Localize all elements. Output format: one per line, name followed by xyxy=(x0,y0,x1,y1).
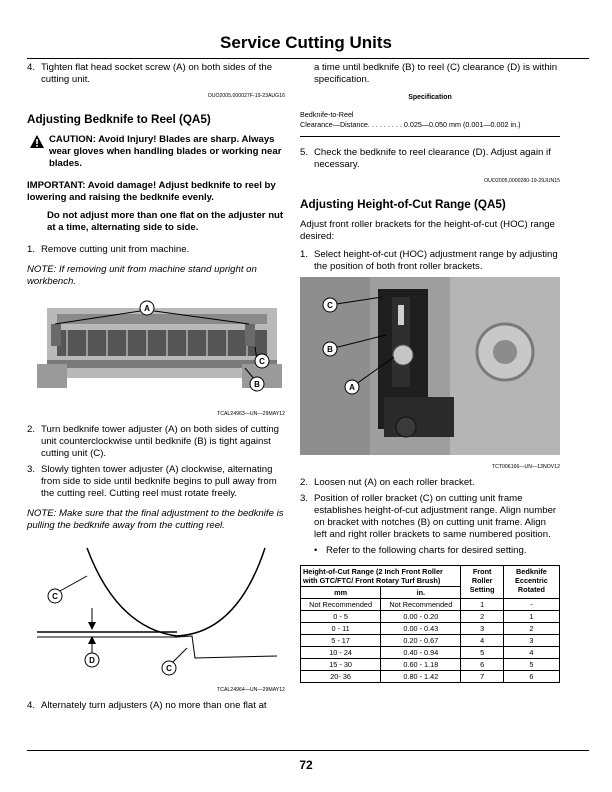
callout-c-top: C xyxy=(52,592,58,601)
roller-bracket-photo xyxy=(300,277,560,455)
step-5 xyxy=(300,147,560,171)
table-row xyxy=(301,623,560,635)
header-bedknife-eccentric: Bedknife Eccentric Rotated xyxy=(503,566,559,599)
step-4 xyxy=(27,62,285,86)
cell-mm: 15 - 30 xyxy=(301,659,381,671)
step-2 xyxy=(27,424,285,460)
step-text: Select height-of-cut (HOC) adjustment range by adjusting the position of both front roller brackets. xyxy=(314,249,558,272)
callout-a: A xyxy=(349,383,355,392)
important-text-1: IMPORTANT: Avoid damage! Adjust bedknife to reel by lowering and raising the bedknife evenly. xyxy=(27,180,276,203)
section-heading-bedknife: Adjusting Bedknife to Reel (QA5) xyxy=(27,113,211,126)
step-text: Tighten flat head socket screw (A) on both sides of the cutting unit. xyxy=(41,62,273,85)
note-remove-unit: NOTE: If removing unit from machine stand upright on workbench. xyxy=(27,264,257,287)
step-text: Turn bedknife tower adjuster (A) on both sides of cutting unit counterclockwise until bedknife (B) is tight against cutting unit (C). xyxy=(41,424,280,459)
figure-reel-clearance xyxy=(27,538,285,696)
hoc-settings-table xyxy=(300,565,560,683)
cell-mm: 5 - 17 xyxy=(301,635,381,647)
cell-bed: 5 xyxy=(503,659,559,671)
step-text: Remove cutting unit from machine. xyxy=(41,244,190,255)
figure-bedknife-tower xyxy=(27,294,285,420)
step-4-continued: a time until bedknife (B) to reel (C) clearance (D) is within specification. xyxy=(314,62,558,85)
section-heading-hoc: Adjusting Height-of-Cut Range (QA5) xyxy=(300,198,506,211)
cell-mm: 0 - 11 xyxy=(301,623,381,635)
callout-c-bottom: C xyxy=(166,664,172,673)
step-number: 3. xyxy=(300,493,309,504)
cell-bed: 4 xyxy=(503,647,559,659)
header-front-roller: Front Roller Setting xyxy=(461,566,503,599)
caution-block xyxy=(27,134,285,170)
step-number: 5. xyxy=(300,147,309,158)
cutting-unit-illustration xyxy=(27,294,285,402)
cell-mm: Not Recommended xyxy=(301,599,381,611)
spec-line-2: Clearance—Distance. . . . . . . . . 0.025—0.050 mm (0.001—0.002 in.) xyxy=(300,120,521,129)
cell-front: 5 xyxy=(461,647,503,659)
footer-rule xyxy=(27,750,589,751)
cell-in: 0.80 - 1.42 xyxy=(381,671,461,683)
page-title: Service Cutting Units xyxy=(220,33,392,52)
table-row xyxy=(301,635,560,647)
cell-front: 4 xyxy=(461,635,503,647)
callout-c: C xyxy=(259,357,265,366)
cell-bed: 3 xyxy=(503,635,559,647)
table-row xyxy=(301,659,560,671)
spec-line-1: Bedknife-to-Reel xyxy=(300,110,354,119)
spec-divider xyxy=(300,136,560,137)
figure-reference: TCAL24963—UN—29MAY12 xyxy=(217,411,285,417)
left-column xyxy=(27,62,285,716)
table-row xyxy=(301,611,560,623)
cell-in: Not Recommended xyxy=(381,599,461,611)
cell-front: 2 xyxy=(461,611,503,623)
header-rule xyxy=(27,58,589,59)
callout-a: A xyxy=(144,304,150,313)
header-mm: mm xyxy=(301,587,381,599)
cell-mm: 20- 36 xyxy=(301,671,381,683)
step-text: Slowly tighten tower adjuster (A) clockwise, alternating from side to side until bedknife begins to pull away from the cutting reel. Cutting reel must rotate freely. xyxy=(41,464,277,499)
table-row xyxy=(301,671,560,683)
header-in: in. xyxy=(381,587,461,599)
cell-front: 6 xyxy=(461,659,503,671)
page-number: 72 xyxy=(299,758,313,772)
figure-roller-bracket xyxy=(300,277,560,473)
important-text-2: Do not adjust more than one flat on the adjuster nut at a time, alternating side to side. xyxy=(47,210,284,233)
warning-icon xyxy=(30,135,44,148)
cell-mm: 10 - 24 xyxy=(301,647,381,659)
figure-reference: TCAL24964—UN—29MAY12 xyxy=(217,687,285,693)
cell-bed: 2 xyxy=(503,623,559,635)
step-3-hoc xyxy=(300,493,560,541)
callout-b: B xyxy=(254,380,260,389)
header-hoc-range: Height-of-Cut Range (2 Inch Front Roller with GTC/FTC/ Front Rotary Turf Brush) xyxy=(301,566,461,587)
step-number: 3. xyxy=(27,464,36,475)
reference-code: OUO2005,0000280-19-29JUN15 xyxy=(484,178,560,184)
callout-b: B xyxy=(327,345,333,354)
cell-bed: - xyxy=(503,599,559,611)
step-3 xyxy=(27,464,285,500)
step-2-hoc xyxy=(300,477,560,489)
step-text: Loosen nut (A) on each roller bracket. xyxy=(314,477,475,488)
step-number: 4. xyxy=(27,62,36,73)
specification-title: Specification xyxy=(408,94,452,101)
cell-bed: 6 xyxy=(503,671,559,683)
step-text: Check the bedknife to reel clearance (D). Adjust again if necessary. xyxy=(314,147,551,170)
step-1-hoc xyxy=(300,249,560,273)
callout-c: C xyxy=(327,301,333,310)
figure-reference: TCT006166—UN—13NOV12 xyxy=(491,464,560,470)
cell-in: 0.20 - 0.67 xyxy=(381,635,461,647)
bullet-refer-charts: • Refer to the following charts for desired setting. xyxy=(300,545,560,557)
hoc-intro: Adjust front roller brackets for the height-of-cut (HOC) range desired: xyxy=(300,219,555,242)
cell-mm: 0 - 5 xyxy=(301,611,381,623)
step-number: 2. xyxy=(300,477,309,488)
table-row xyxy=(301,647,560,659)
cell-bed: 1 xyxy=(503,611,559,623)
reel-clearance-illustration xyxy=(27,538,285,678)
cell-front: 7 xyxy=(461,671,503,683)
important-block xyxy=(27,180,285,234)
caution-text: CAUTION: Avoid Injury! Blades are sharp. Always wear gloves when handling blades or working near blades. xyxy=(49,134,282,169)
cell-front: 1 xyxy=(461,599,503,611)
step-number: 1. xyxy=(27,244,36,255)
step-number: 1. xyxy=(300,249,309,260)
note-final-adjustment: NOTE: Make sure that the final adjustment to the bedknife is pulling the bedknife away from the cutting reel. xyxy=(27,508,284,531)
cell-in: 0.60 - 1.18 xyxy=(381,659,461,671)
right-column xyxy=(300,62,560,683)
reference-code: OUO2005,000027F-19-23AUG16 xyxy=(207,93,285,99)
step-number: 2. xyxy=(27,424,36,435)
callout-d: D xyxy=(89,656,95,665)
step-text: Position of roller bracket (C) on cutting unit frame establishes height-of-cut adjustment range. Align number on bracket with notches (B) on cutting unit frame. Align left and right roller brackets to same numbered position. xyxy=(314,493,557,540)
step-4-alternate xyxy=(27,700,285,712)
cell-front: 3 xyxy=(461,623,503,635)
step-number: 4. xyxy=(27,700,36,711)
table-row xyxy=(301,599,560,611)
step-1 xyxy=(27,244,285,256)
step-text: Alternately turn adjusters (A) no more than one flat at xyxy=(41,700,267,711)
cell-in: 0.40 - 0.94 xyxy=(381,647,461,659)
cell-in: 0.00 - 0.20 xyxy=(381,611,461,623)
cell-in: 0.00 - 0.43 xyxy=(381,623,461,635)
